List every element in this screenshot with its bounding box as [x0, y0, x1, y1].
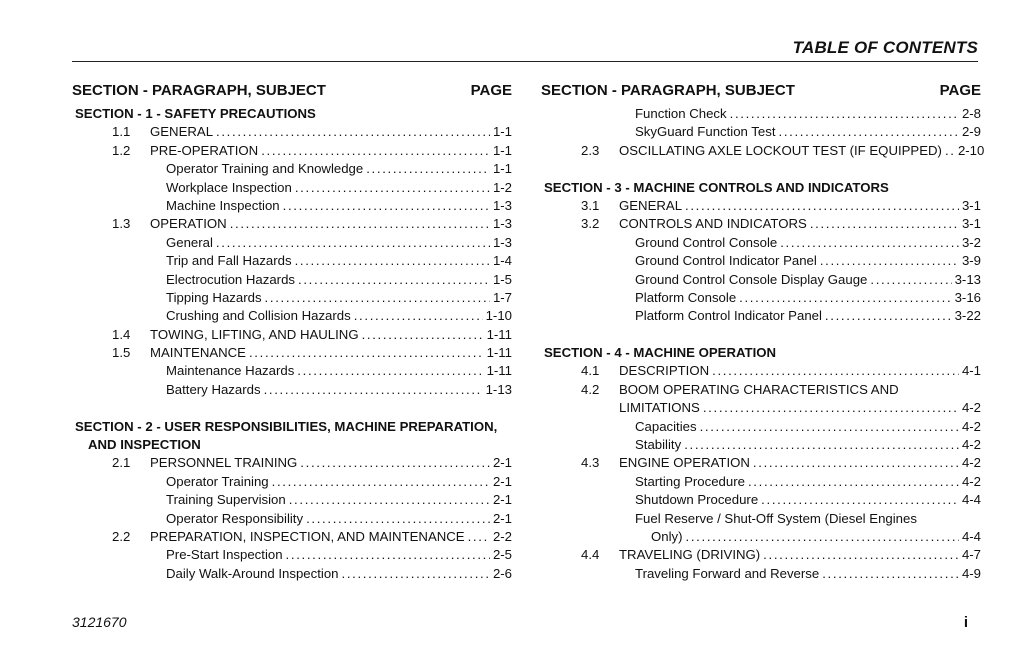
entry-page: 1-13 — [485, 381, 512, 397]
column-heading-page: PAGE — [470, 82, 512, 99]
entry-title: Electrocution Hazards — [166, 271, 296, 287]
dot-leader — [822, 565, 959, 583]
toc-entry-1-3[interactable] — [72, 215, 512, 233]
entry-title: OPERATION — [150, 216, 227, 232]
paragraph-number: 4.4 — [581, 547, 600, 563]
toc-left-column — [72, 82, 512, 583]
paragraph-number: 1.1 — [112, 124, 131, 140]
dot-leader — [763, 546, 959, 564]
entry-title: Machine Inspection — [166, 197, 280, 213]
entry-title: Capacities — [635, 418, 697, 434]
dot-leader — [306, 510, 490, 528]
toc-entry-1-4[interactable] — [72, 326, 512, 344]
entry-page: 2-6 — [492, 565, 512, 581]
toc-entry-4-3[interactable] — [541, 454, 981, 472]
column-heading-subject: SECTION - PARAGRAPH, SUBJECT — [541, 82, 795, 99]
toc-entry[interactable] — [541, 473, 981, 491]
dot-leader — [945, 142, 955, 160]
dot-leader — [684, 436, 959, 454]
entry-title: Traveling Forward and Reverse — [635, 565, 820, 581]
entry-page: 4-9 — [961, 565, 981, 581]
entry-page: 4-2 — [961, 400, 981, 416]
toc-entry[interactable] — [541, 565, 981, 583]
entry-page: 3-9 — [961, 253, 981, 269]
dot-leader — [712, 362, 959, 380]
dot-leader — [686, 528, 959, 546]
dot-leader — [249, 344, 484, 362]
toc-entry-1-1[interactable] — [72, 123, 512, 141]
toc-entry[interactable] — [72, 289, 512, 307]
entry-page: 3-16 — [954, 289, 981, 305]
entry-title: Starting Procedure — [635, 473, 745, 489]
toc-entry-3-2[interactable] — [541, 215, 981, 233]
dot-leader — [216, 123, 490, 141]
entry-title: Stability — [635, 437, 682, 453]
entry-page: 4-2 — [961, 418, 981, 434]
toc-entry-2-1[interactable] — [72, 454, 512, 472]
entry-page: 2-1 — [492, 492, 512, 508]
toc-entry-cont[interactable] — [541, 528, 981, 546]
entry-page: 1-10 — [485, 308, 512, 324]
paragraph-number: 1.2 — [112, 142, 131, 158]
dot-leader — [366, 160, 490, 178]
paragraph-number: 3.1 — [581, 197, 600, 213]
dot-leader — [216, 234, 490, 252]
entry-title: Platform Console — [635, 289, 737, 305]
entry-page: 1-3 — [492, 234, 512, 250]
entry-page: 2-5 — [492, 547, 512, 563]
entry-title: General — [166, 234, 213, 250]
toc-entry[interactable] — [72, 234, 512, 252]
dot-leader — [265, 289, 490, 307]
dot-leader — [820, 252, 959, 270]
entry-page: 4-4 — [961, 492, 981, 508]
section-2-heading[interactable]: SECTION - 2 - USER RESPONSIBILITIES, MACHINE PREPARATION, — [75, 418, 498, 434]
dot-leader — [748, 473, 959, 491]
dot-leader — [264, 381, 483, 399]
entry-title: Function Check — [635, 106, 727, 121]
dot-leader — [700, 418, 959, 436]
entry-title: Platform Control Indicator Panel — [635, 308, 822, 324]
toc-entry-1-5[interactable] — [72, 344, 512, 362]
paragraph-number: 4.2 — [581, 381, 600, 397]
entry-page: 2-9 — [961, 124, 981, 140]
dot-leader — [342, 565, 490, 583]
paragraph-number: 1.3 — [112, 216, 131, 232]
entry-page: 1-1 — [492, 161, 512, 177]
entry-page: 3-22 — [954, 308, 981, 324]
dot-leader — [810, 215, 959, 233]
entry-page: 2-2 — [492, 528, 512, 544]
entry-title: Pre-Start Inspection — [166, 547, 283, 563]
dot-leader — [283, 197, 490, 215]
entry-page: 1-1 — [492, 142, 512, 158]
dot-leader — [272, 473, 490, 491]
toc-entry[interactable] — [72, 179, 512, 197]
entry-title: Operator Training and Knowledge — [166, 161, 364, 177]
document-number: 3121670 — [72, 614, 127, 630]
entry-title: TOWING, LIFTING, AND HAULING — [150, 326, 359, 342]
toc-entry-4-1[interactable] — [541, 362, 981, 380]
entry-page: 1-11 — [486, 326, 512, 342]
toc-entry[interactable] — [72, 546, 512, 564]
dot-leader — [230, 215, 490, 233]
entry-page: 1-1 — [492, 124, 512, 140]
column-header — [541, 82, 981, 104]
entry-title: GENERAL — [150, 124, 214, 140]
toc-entry[interactable] — [72, 307, 512, 325]
page-title: TABLE OF CONTENTS — [792, 38, 978, 57]
entry-title: TRAVELING (DRIVING) — [619, 547, 761, 563]
toc-entry-2-2[interactable] — [72, 528, 512, 546]
dot-leader — [870, 271, 951, 289]
entry-page: 1-3 — [492, 197, 512, 213]
entry-page: 3-1 — [961, 197, 981, 213]
section-4-heading[interactable]: SECTION - 4 - MACHINE OPERATION — [544, 345, 777, 361]
entry-page: 3-1 — [961, 216, 981, 232]
header-rule — [72, 61, 978, 62]
paragraph-number: 1.4 — [112, 326, 131, 342]
entry-title: Ground Control Console Display Gauge — [635, 271, 868, 287]
toc-entry[interactable] — [72, 510, 512, 528]
dot-leader — [468, 528, 490, 546]
entry-title: Maintenance Hazards — [166, 363, 295, 379]
entry-page: 2-8 — [961, 106, 981, 121]
paragraph-number: 4.3 — [581, 455, 600, 471]
entry-title: Ground Control Indicator Panel — [635, 253, 817, 269]
dot-leader — [297, 362, 483, 380]
column-header — [72, 82, 512, 104]
dot-leader — [685, 197, 959, 215]
entry-title: ENGINE OPERATION — [619, 455, 750, 471]
entry-page: 2-10 — [957, 142, 985, 158]
toc-entry[interactable] — [541, 510, 981, 528]
entry-title: BOOM OPERATING CHARACTERISTICS AND — [619, 381, 899, 397]
dot-leader — [730, 105, 959, 123]
dot-leader — [295, 179, 490, 197]
entry-title: PREPARATION, INSPECTION, AND MAINTENANCE — [150, 528, 465, 544]
toc-entry[interactable] — [541, 234, 981, 252]
entry-title: CONTROLS AND INDICATORS — [619, 216, 807, 232]
dot-leader — [825, 307, 952, 325]
entry-page: 3-2 — [961, 234, 981, 250]
toc-entry[interactable] — [72, 381, 512, 399]
entry-title: Trip and Fall Hazards — [166, 253, 292, 269]
dot-leader — [289, 491, 490, 509]
section-1-heading[interactable]: SECTION - 1 - SAFETY PRECAUTIONS — [75, 106, 316, 121]
entry-page: 1-2 — [492, 179, 512, 195]
toc-right-column — [541, 82, 985, 583]
toc-entry-1-2[interactable] — [72, 142, 512, 160]
entry-title: Shutdown Procedure — [635, 492, 759, 508]
toc-entry[interactable] — [72, 252, 512, 270]
paragraph-number: 2.1 — [112, 455, 131, 471]
dot-leader — [362, 326, 484, 344]
entry-title: Battery Hazards — [166, 381, 261, 397]
paragraph-number: 4.1 — [581, 363, 600, 379]
paragraph-number: 2.2 — [112, 528, 131, 544]
entry-title: Ground Control Console — [635, 234, 778, 250]
entry-page: 4-2 — [961, 437, 981, 453]
entry-title: Only) — [651, 528, 683, 544]
entry-title: SkyGuard Function Test — [635, 124, 776, 140]
entry-title: MAINTENANCE — [150, 345, 246, 361]
toc-entry[interactable] — [72, 362, 512, 380]
dot-leader — [753, 454, 959, 472]
dot-leader — [298, 271, 490, 289]
entry-page: 1-3 — [492, 216, 512, 232]
toc-entry[interactable] — [541, 105, 981, 123]
entry-page: 4-2 — [961, 473, 981, 489]
entry-title: Training Supervision — [166, 492, 286, 508]
entry-page: 4-2 — [961, 455, 981, 471]
entry-page: 1-11 — [486, 363, 512, 379]
toc-entry-4-2[interactable] — [541, 381, 981, 399]
toc-entry[interactable] — [541, 307, 981, 325]
paragraph-number: 2.3 — [581, 142, 600, 158]
dot-leader — [295, 252, 490, 270]
dot-leader — [739, 289, 951, 307]
entry-page: 1-5 — [492, 271, 512, 287]
entry-title: Crushing and Collision Hazards — [166, 308, 351, 324]
dot-leader — [703, 399, 959, 417]
dot-leader — [286, 546, 490, 564]
toc-entry[interactable] — [541, 491, 981, 509]
column-heading-subject: SECTION - PARAGRAPH, SUBJECT — [72, 82, 326, 99]
entry-page: 2-1 — [492, 510, 512, 526]
toc-entry[interactable] — [541, 418, 981, 436]
dot-leader — [300, 454, 490, 472]
section-3-heading[interactable]: SECTION - 3 - MACHINE CONTROLS AND INDICATORS — [544, 179, 889, 195]
entry-title: Daily Walk-Around Inspection — [166, 565, 339, 581]
toc-entry[interactable] — [541, 289, 981, 307]
toc-entry[interactable] — [72, 491, 512, 509]
entry-title: Operator Responsibility — [166, 510, 304, 526]
paragraph-number: 3.2 — [581, 216, 600, 232]
toc-entry[interactable] — [541, 436, 981, 454]
entry-title: DESCRIPTION — [619, 363, 710, 379]
toc-entry[interactable] — [541, 271, 981, 289]
dot-leader — [261, 142, 490, 160]
column-heading-page: PAGE — [939, 82, 981, 99]
dot-leader — [761, 491, 959, 509]
entry-page: 4-4 — [961, 528, 981, 544]
entry-page: 2-1 — [492, 473, 512, 489]
dot-leader — [780, 234, 959, 252]
toc-entry[interactable] — [72, 160, 512, 178]
entry-title: PERSONNEL TRAINING — [150, 455, 298, 471]
dot-leader — [779, 123, 959, 141]
entry-title: Operator Training — [166, 473, 269, 489]
entry-title: Tipping Hazards — [166, 289, 262, 305]
toc-entry[interactable] — [72, 565, 512, 583]
entry-page: 1-11 — [486, 345, 512, 361]
entry-page: 4-7 — [961, 547, 981, 563]
toc-entry[interactable] — [541, 123, 981, 141]
entry-title: PRE-OPERATION — [150, 142, 259, 158]
toc-entry-2-3[interactable] — [541, 142, 985, 160]
section-2-heading-cont[interactable]: AND INSPECTION — [88, 437, 201, 453]
entry-page: 4-1 — [961, 363, 981, 379]
dot-leader — [354, 307, 483, 325]
entry-page: 2-1 — [492, 455, 512, 471]
toc-entry[interactable] — [72, 271, 512, 289]
toc-entry[interactable] — [72, 473, 512, 491]
entry-page: 3-13 — [954, 271, 981, 287]
page-number: i — [963, 614, 968, 631]
entry-page: 1-7 — [492, 289, 512, 305]
toc-entry[interactable] — [72, 197, 512, 215]
paragraph-number: 1.5 — [112, 345, 131, 361]
toc-entry-4-2-cont[interactable] — [541, 399, 981, 417]
entry-page: 1-4 — [492, 253, 512, 269]
entry-title: OSCILLATING AXLE LOCKOUT TEST (IF EQUIPPED) — [619, 142, 942, 158]
toc-entry-3-1[interactable] — [541, 197, 981, 215]
toc-entry-4-4[interactable] — [541, 546, 981, 564]
toc-entry[interactable] — [541, 252, 981, 270]
entry-title: LIMITATIONS — [619, 400, 700, 416]
entry-title: Fuel Reserve / Shut-Off System (Diesel Engines — [635, 510, 917, 526]
entry-title: Workplace Inspection — [166, 179, 292, 195]
entry-title: GENERAL — [619, 197, 683, 213]
